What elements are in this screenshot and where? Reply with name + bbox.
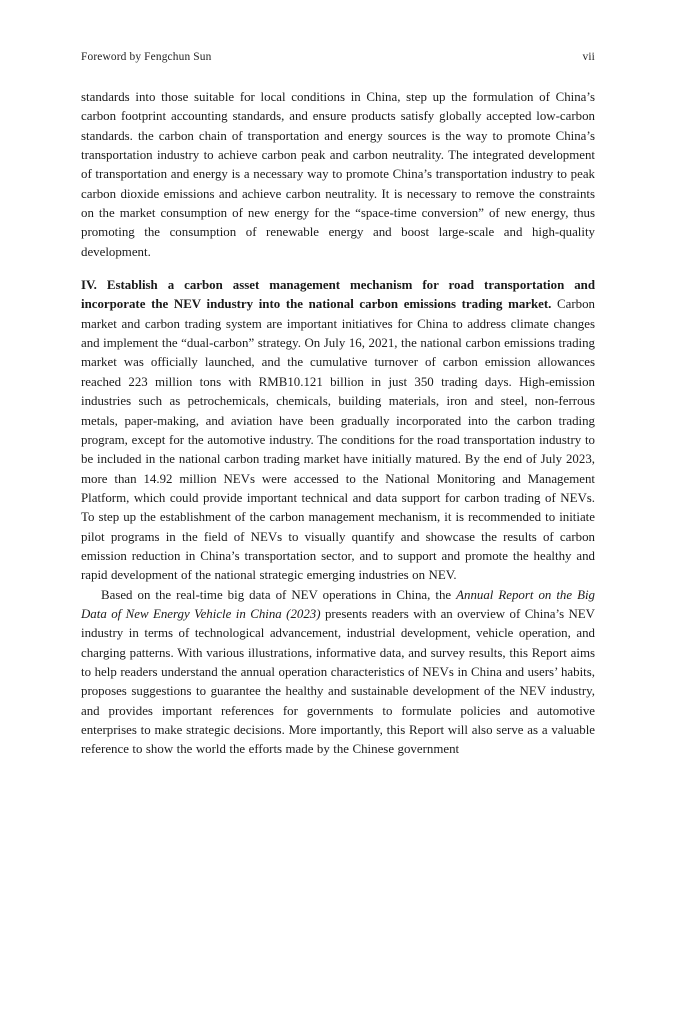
paragraph-report-lead: Based on the real-time big data of NEV operations in China, the [101,587,457,602]
running-head-title: Foreword by Fengchun Sun [81,51,212,63]
running-head [81,50,595,68]
page-number: vii [582,51,595,63]
paragraph-continuation: standards into those suitable for local conditions in China, step up the formulation of China’s carbon footprint accounting standards, and ensure products satisfy globally accepted low-carbon standards. the carbon chain of transportation and energy sources is the way to promote China’s transportation industry to achieve carbon peak and carbon neutrality. The integrated development of transportation and energy is a necessary way to promote China’s transportation industry to peak carbon dioxide emissions and achieve carbon neutrality. It is necessary to remove the constraints on the market consumption of new energy for the “space-time conversion” of new energy, thus promoting the consumption of renewable energy and boost large-scale and high-quality development. [81,90,595,259]
paragraph-report-overview [81,586,595,760]
paragraph-report-rest: presents readers with an overview of China’s NEV industry in terms of technological advancement, industrial development, vehicle operation, and charging patterns. With various illustrations, informative data, and survey results, this Report aims to help readers understand the annual operation characteristics of NEVs in China and users’ habits, proposes suggestions to guarantee the healthy and sustainable development of the NEV industry, and provides important references for governments to formulate policies and automotive enterprises to make strategic decisions. More importantly, this Report will also serve as a valuable reference to show the world the efforts made by the Chinese government [81,606,595,757]
run-in-heading-section-four: IV. Establish a carbon asset management mechanism for road transportation and incorporate the NEV industry into the national carbon emissions trading market. [81,278,595,312]
body-text-column [81,88,595,760]
report-title-italic: Annual Report on the Big Data of New Energy Vehicle in China (2023) [81,587,595,621]
paragraph-section-four [81,276,595,586]
paragraph-section-four-text: Carbon market and carbon trading system are important initiatives for China to address climate changes and implement the “dual-carbon” strategy. On July 16, 2021, the national carbon emissions trading market was officially launched, and the cumulative turnover of carbon emission allowances reached 223 million tons with RMB10.121 billion in just 350 trading days. High-emission industries such as petrochemicals, chemicals, building materials, iron and steel, non-ferrous metals, paper-making, and aviation have been gradually incorporated into the carbon trading program, except for the automotive industry. The conditions for the road transportation industry to be included in the national carbon trading market have initially matured. By the end of July 2023, more than 14.92 million NEVs were accessed to the National Monitoring and Management Platform, which could provide important technical and data support for carbon trading of NEVs. To step up the establishment of the carbon management mechanism, it is recommended to initiate pilot programs in the field of NEVs to visually quantify and showcase the results of carbon emission reduction in China’s transportation sector, and to support and promote the healthy and rapid development of the national strategic emerging industries on NEV. [81,297,595,583]
